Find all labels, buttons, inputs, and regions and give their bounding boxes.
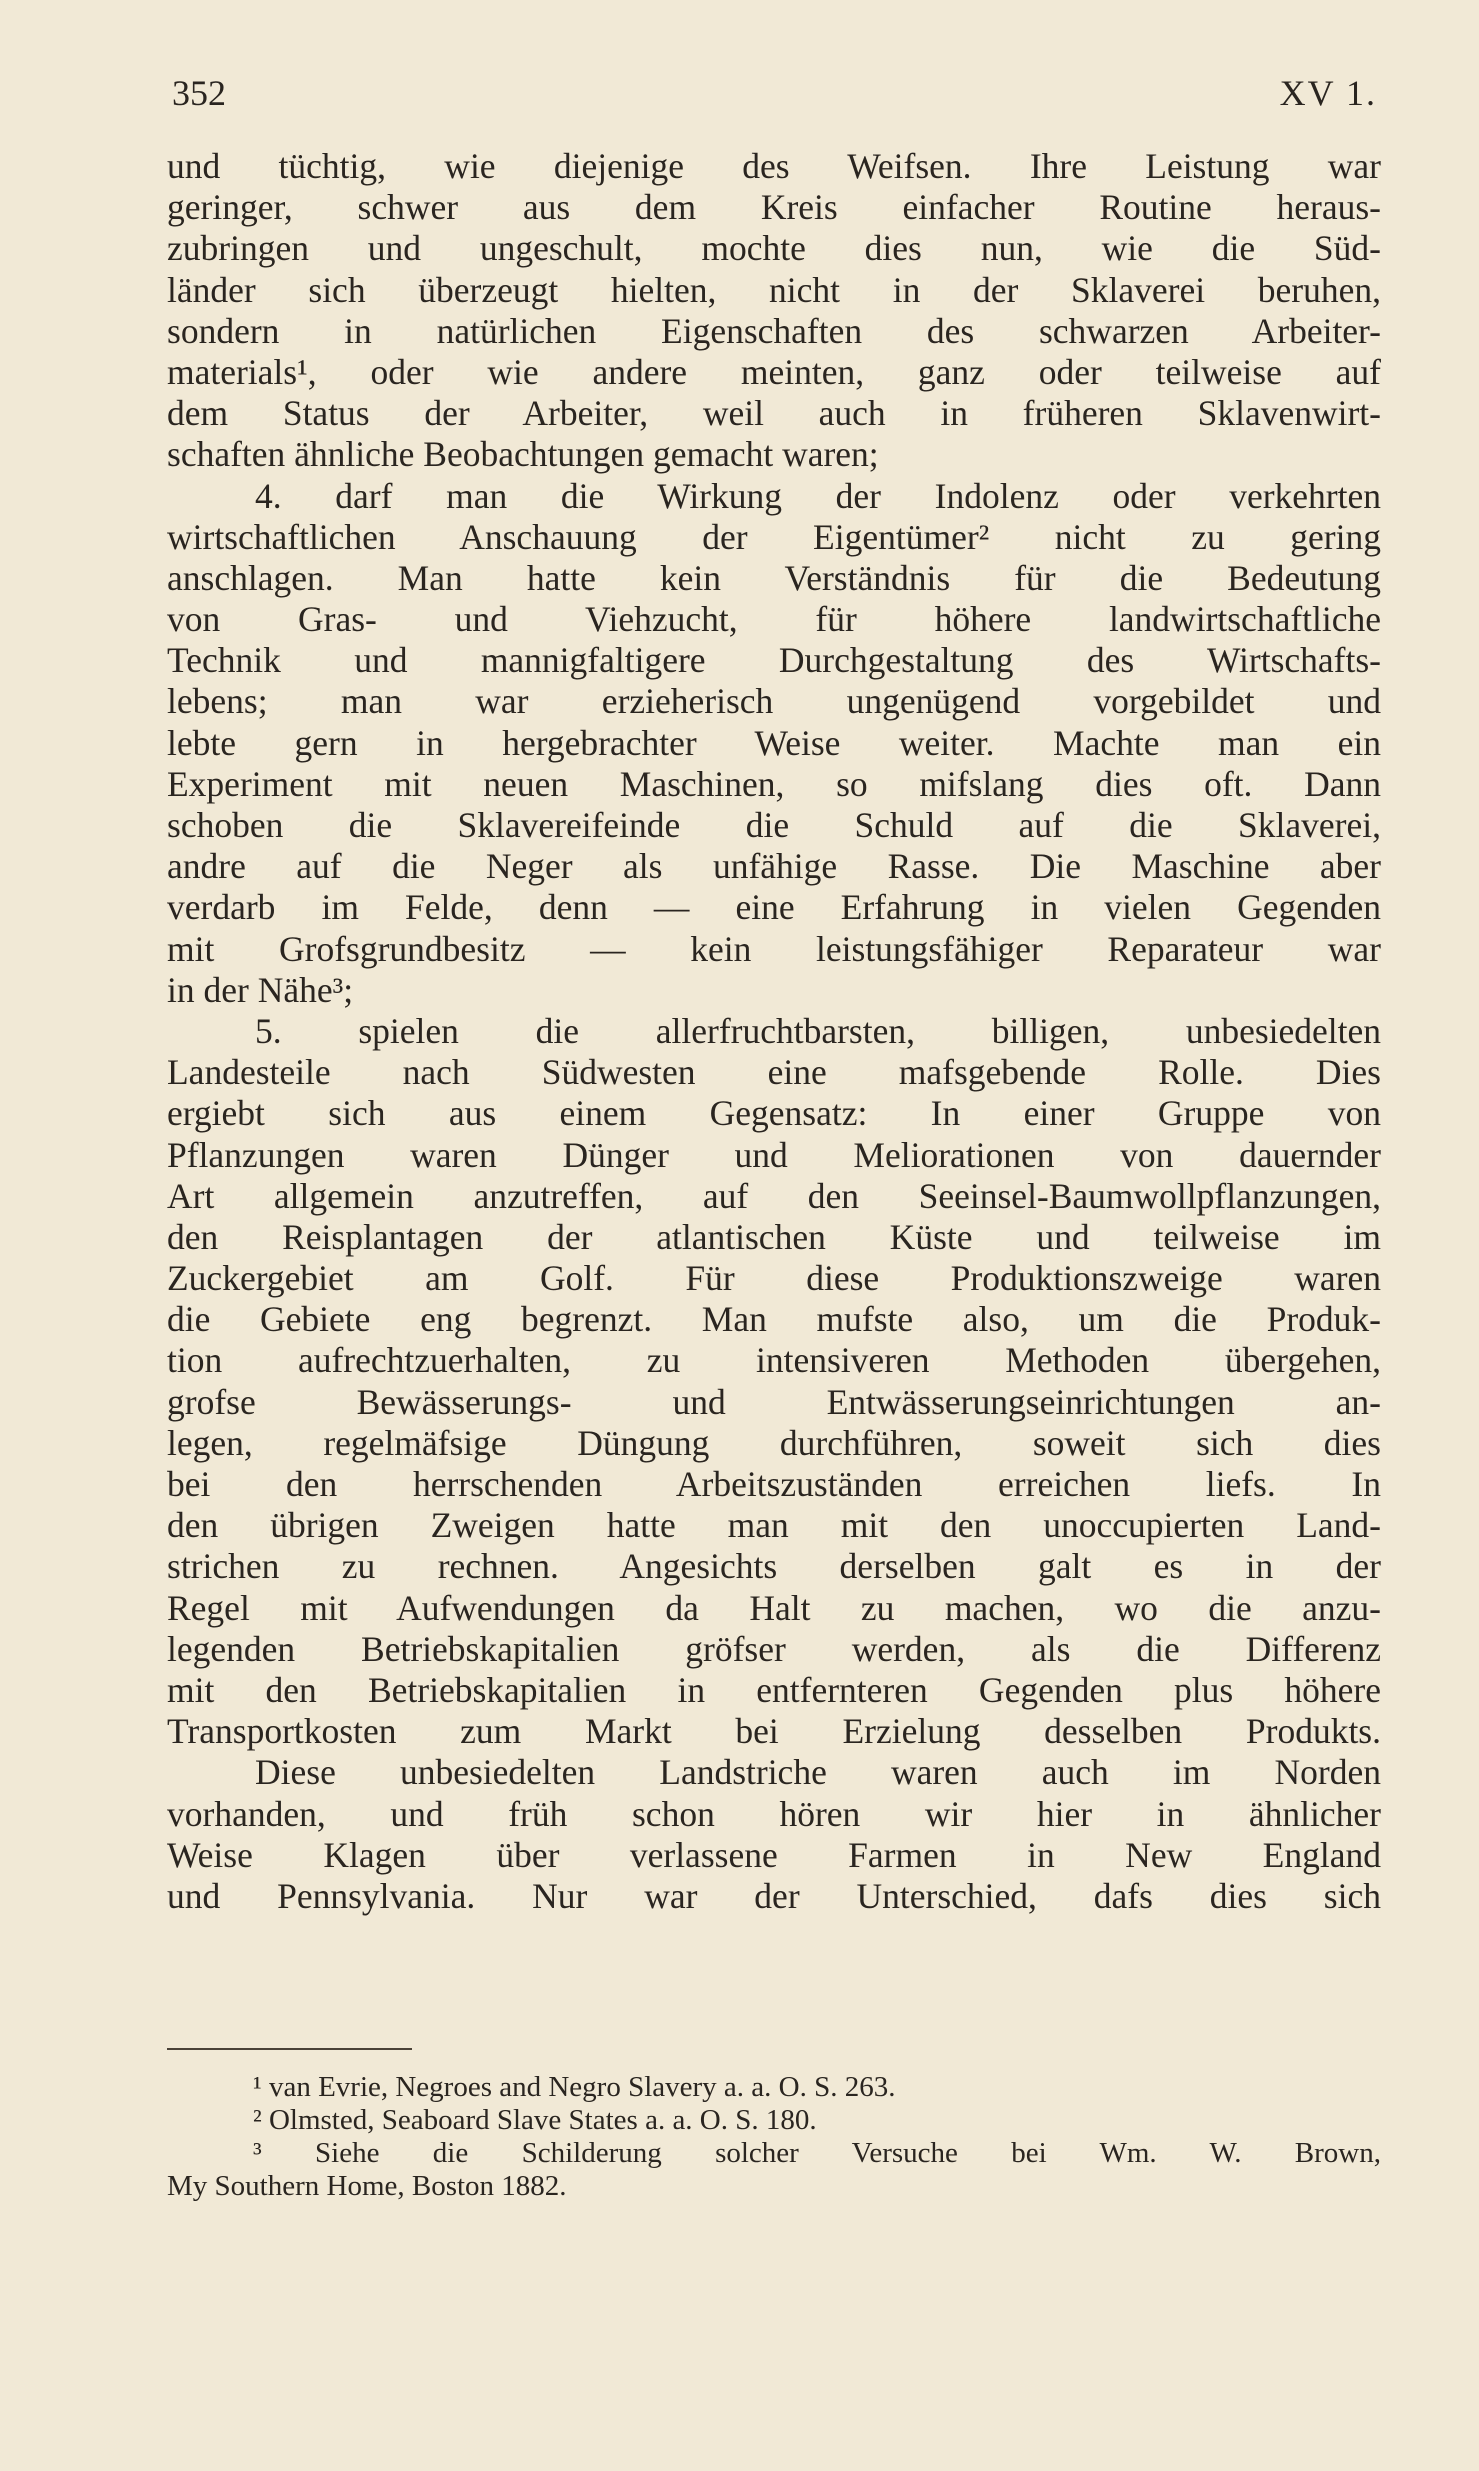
footnote-divider <box>167 2048 412 2050</box>
page-header <box>172 68 1377 118</box>
footnote-continuation: My Southern Home, Boston 1882. <box>167 2170 567 2202</box>
text-line: Pflanzungen waren Dünger und Meliorationen von dauernder <box>167 1134 1381 1175</box>
text-line: 5. spielen die allerfruchtbarsten, billigen, unbesiedelten <box>255 1010 1381 1051</box>
text-line: den übrigen Zweigen hatte man mit den unoccupierten Land- <box>167 1505 1381 1546</box>
text-line: schaften ähnliche Beobachtungen gemacht waren; <box>167 434 879 475</box>
text-line: schoben die Sklavereifeinde die Schuld auf die Sklaverei, <box>167 805 1381 845</box>
text-line: wirtschaftlichen Anschauung der Eigentümer² nicht zu gering <box>167 516 1381 557</box>
text-line: Landesteile nach Südwesten eine mafsgebende Rolle. Dies <box>167 1052 1381 1093</box>
text-line: vorhanden, und früh schon hören wir hier in ähnlicher <box>167 1793 1381 1834</box>
text-line: die Gebiete eng begrenzt. Man mufste also, um die Produk- <box>167 1299 1381 1340</box>
footnote: ² Olmsted, Seaboard Slave States a. a. O. S. 180. <box>253 2104 817 2136</box>
text-line: grofse Bewässerungs- und Entwässerungseinrichtungen an- <box>167 1381 1381 1422</box>
text-line: verdarb im Felde, denn — eine Erfahrung in vielen Gegenden <box>167 887 1381 928</box>
text-line: tion aufrechtzuerhalten, zu intensiveren Methoden übergehen, <box>167 1340 1381 1381</box>
text-line: mit Grofsgrundbesitz — kein leistungsfähiger Reparateur war <box>167 928 1381 969</box>
text-line: zubringen und ungeschult, mochte dies nun, wie die Süd- <box>167 228 1381 269</box>
footnote: ³ Siehe die Schilderung solcher Versuche bei Wm. W. Brown, <box>253 2137 1381 2169</box>
text-line: den Reisplantagen der atlantischen Küste und teilweise im <box>167 1216 1381 1257</box>
text-line: Transportkosten zum Markt bei Erzielung desselben Produkts. <box>167 1711 1381 1752</box>
footnotes <box>167 2071 1381 2203</box>
text-line: in der Nähe³; <box>167 969 354 1010</box>
text-line: legen, regelmäfsige Düngung durchführen, soweit sich dies <box>167 1422 1381 1463</box>
text-line: Regel mit Aufwendungen da Halt zu machen, wo die anzu- <box>167 1587 1381 1628</box>
text-line: Diese unbesiedelten Landstriche waren auch im Norden <box>255 1752 1381 1793</box>
text-line: bei den herrschenden Arbeitszuständen erreichen liefs. In <box>167 1464 1381 1504</box>
text-line: Weise Klagen über verlassene Farmen in New England <box>167 1834 1381 1875</box>
text-line: mit den Betriebskapitalien in entfernteren Gegenden plus höhere <box>167 1669 1381 1710</box>
text-line: 4. darf man die Wirkung der Indolenz oder verkehrten <box>255 475 1381 516</box>
text-line: geringer, schwer aus dem Kreis einfacher Routine heraus- <box>167 187 1381 228</box>
page-number: 352 <box>172 73 226 113</box>
text-line: lebens; man war erzieherisch ungenügend vorgebildet und <box>167 681 1381 722</box>
text-line: lebte gern in hergebrachter Weise weiter. Machte man ein <box>167 722 1381 763</box>
text-line: strichen zu rechnen. Angesichts derselben galt es in der <box>167 1546 1381 1587</box>
text-line: andre auf die Neger als unfähige Rasse. Die Maschine aber <box>167 846 1381 887</box>
text-line: ergiebt sich aus einem Gegensatz: In einer Gruppe von <box>167 1093 1381 1134</box>
text-line: materials¹, oder wie andere meinten, ganz oder teilweise auf <box>167 351 1381 392</box>
text-line: von Gras- und Viehzucht, für höhere landwirtschaftliche <box>167 599 1381 640</box>
text-line: sondern in natürlichen Eigenschaften des schwarzen Arbeiter- <box>167 310 1381 351</box>
text-line: dem Status der Arbeiter, weil auch in früheren Sklavenwirt- <box>167 393 1381 434</box>
footnote: ¹ van Evrie, Negroes and Negro Slavery a. a. O. S. 263. <box>253 2071 896 2103</box>
text-line: länder sich überzeugt hielten, nicht in der Sklaverei beruhen, <box>167 269 1381 310</box>
text-line: und Pennsylvania. Nur war der Unterschied, dafs dies sich <box>167 1875 1381 1916</box>
text-line: Experiment mit neuen Maschinen, so mifslang dies oft. Dann <box>167 763 1381 804</box>
text-line: und tüchtig, wie diejenige des Weifsen. Ihre Leistung war <box>167 146 1381 186</box>
text-line: legenden Betriebskapitalien gröfser werden, als die Differenz <box>167 1628 1381 1669</box>
text-line: Zuckergebiet am Golf. Für diese Produktionszweige waren <box>167 1258 1381 1299</box>
text-line: Technik und mannigfaltigere Durchgestaltung des Wirtschafts- <box>167 640 1381 681</box>
text-line: Art allgemein anzutreffen, auf den Seeinsel-Baumwollpflanzungen, <box>167 1175 1381 1216</box>
running-head: XV 1. <box>1279 73 1377 113</box>
body-text <box>167 146 1381 1917</box>
text-line: anschlagen. Man hatte kein Verständnis für die Bedeutung <box>167 557 1381 598</box>
